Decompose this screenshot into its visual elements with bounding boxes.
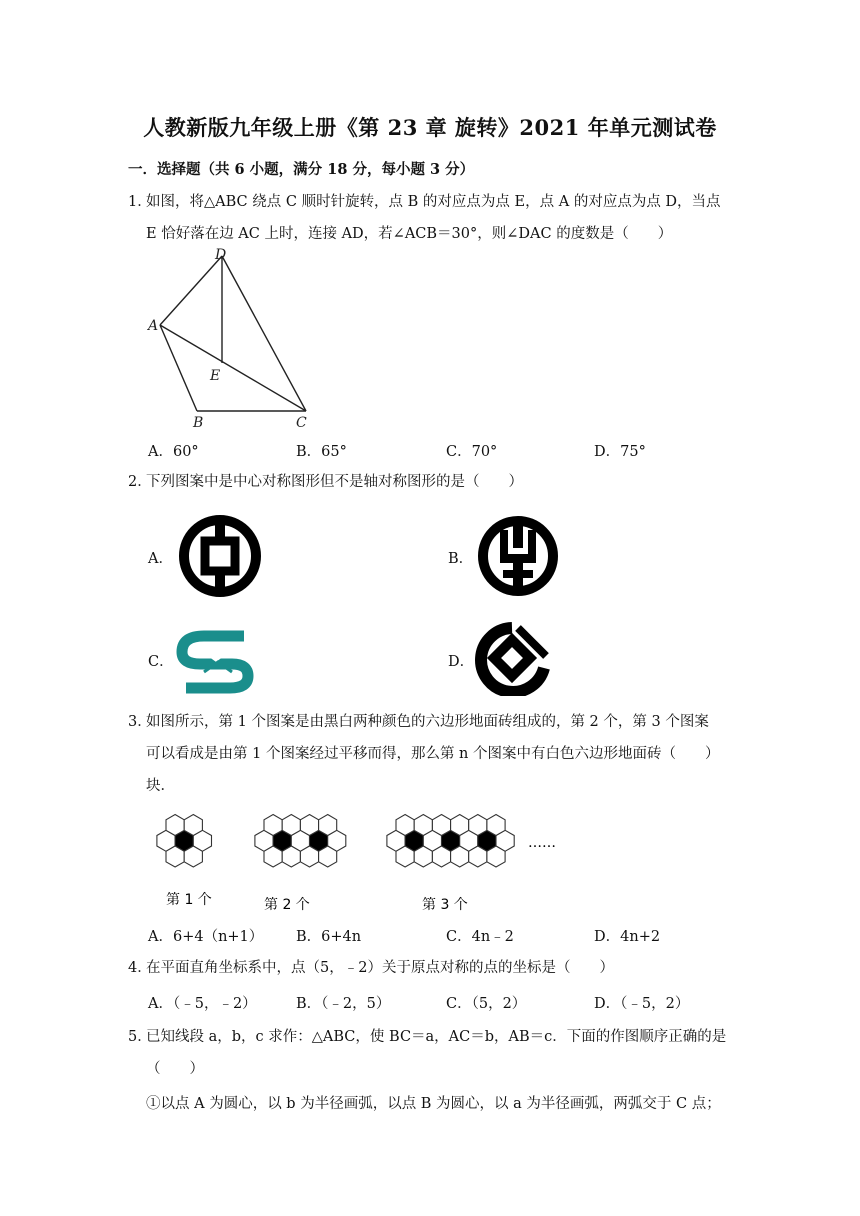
page-title: 人教新版九年级上册《第 23 章 旋转》2021 年单元测试卷 [143,115,717,140]
white-hexagon-tile [184,815,202,836]
section-heading: 一．选择题（共 6 小题，满分 18 分，每小题 3 分） [128,161,475,178]
q1-option-c[interactable]: C．70° [446,444,498,460]
white-hexagon-tile [396,815,414,836]
white-hexagon-tile [451,846,469,867]
q4-option-c[interactable]: C．（5，2） [446,996,527,1012]
q1-option-b[interactable]: B．65° [296,444,347,460]
white-hexagon-tile [487,815,505,836]
label-A: A [148,318,159,334]
white-hexagon-tile [414,815,432,836]
q5-text-line2: （ ） [146,1061,204,1077]
q5-number: 5． [128,1029,152,1045]
q2-option-a[interactable]: A． [148,551,173,567]
q2-option-b[interactable]: B． [448,551,474,567]
ellipsis: …… [528,835,556,851]
caption-pattern-3: 第 3 个 [422,897,468,913]
white-hexagon-tile [264,815,282,836]
white-hexagon-tile [166,846,184,867]
white-hexagon-tile [414,846,432,867]
q4-option-b[interactable]: B．（﹣2，5） [296,996,391,1012]
q1-text-line1: 如图，将△ABC 绕点 C 顺时针旋转，点 B 的对应点为点 E，点 A 的对应点为点 D，当点 [146,194,721,210]
segment-AD [160,256,222,325]
q4-text: 在平面直角坐标系中，点（5，﹣2）关于原点对称的点的坐标是（ ） [146,960,614,976]
q3-option-c[interactable]: C．4n﹣2 [446,929,514,945]
label-E: E [210,368,221,384]
white-hexagon-tile [282,846,300,867]
q4-number: 4． [128,960,152,976]
caption-pattern-2: 第 2 个 [264,897,310,913]
white-hexagon-tile [396,846,414,867]
q2-text: 下列图案中是中心对称图形但不是轴对称图形的是（ ） [146,474,523,490]
construction-bank-logo-icon [472,622,554,696]
q1-text-line2: E 恰好落在边 AC 上时，连接 AD，若∠ACB＝30°，则∠DAC 的度数是（ ） [146,226,673,242]
white-hexagon-tile [184,846,202,867]
white-hexagon-tile [319,846,337,867]
label-B: B [193,415,204,431]
q1-triangle-figure [140,245,320,435]
q2-number: 2． [128,474,152,490]
segment-AB [160,325,197,411]
q3-text-line3: 块． [146,778,175,794]
q3-text-line2: 可以看成是由第 1 个图案经过平移而得，那么第 n 个图案中有白色六边形地面砖（ ） [146,746,720,762]
q3-option-d[interactable]: D．4n+2 [594,929,661,945]
q1-number: 1． [128,194,152,210]
agricultural-bank-logo-icon [473,512,563,600]
citic-bank-logo-icon [174,624,260,696]
q2-option-d[interactable]: D． [448,654,475,670]
white-hexagon-tile [166,815,184,836]
white-hexagon-tile [432,815,450,836]
q3-number: 3． [128,714,152,730]
step-1-text: 以点 A 为圆心，以 b 为半径画弧，以点 B 为圆心，以 a 为半径画弧，两弧交于 C 点； [160,1096,721,1112]
white-hexagon-tile [469,846,487,867]
label-D: D [215,247,227,263]
q4-option-d[interactable]: D．（﹣5，2） [594,996,690,1012]
q4-option-a[interactable]: A．（﹣5，﹣2） [148,996,257,1012]
white-hexagon-tile [300,846,318,867]
q3-option-b[interactable]: B．6+4n [296,929,362,945]
label-C: C [296,415,307,431]
white-hexagon-tile [282,815,300,836]
hexagon-tiling-figure [146,805,566,917]
bank-of-china-logo-icon [176,512,266,600]
q3-option-a[interactable]: A．6+4（n+1） [148,929,264,945]
q5-step-1 [146,1094,721,1114]
q1-option-a[interactable]: A．60° [148,444,199,460]
segment-DC [222,256,306,411]
white-hexagon-tile [487,846,505,867]
white-hexagon-tile [319,815,337,836]
white-hexagon-tile [300,815,318,836]
q5-text-line1: 已知线段 a，b，c 求作：△ABC，使 BC＝a，AC＝b，AB＝c．下面的作图顺序正确的是 [146,1029,727,1045]
white-hexagon-tile [264,846,282,867]
white-hexagon-tile [432,846,450,867]
step-1-marker: ① [146,1096,161,1112]
caption-pattern-1: 第 1 个 [166,892,212,908]
q3-text-line1: 如图所示，第 1 个图案是由黑白两种颜色的六边形地面砖组成的，第 2 个，第 3 个图案 [146,714,709,730]
white-hexagon-tile [469,815,487,836]
q1-option-d[interactable]: D．75° [594,444,646,460]
white-hexagon-tile [451,815,469,836]
q2-option-c[interactable]: C． [148,654,174,670]
segment-AC [160,325,306,411]
